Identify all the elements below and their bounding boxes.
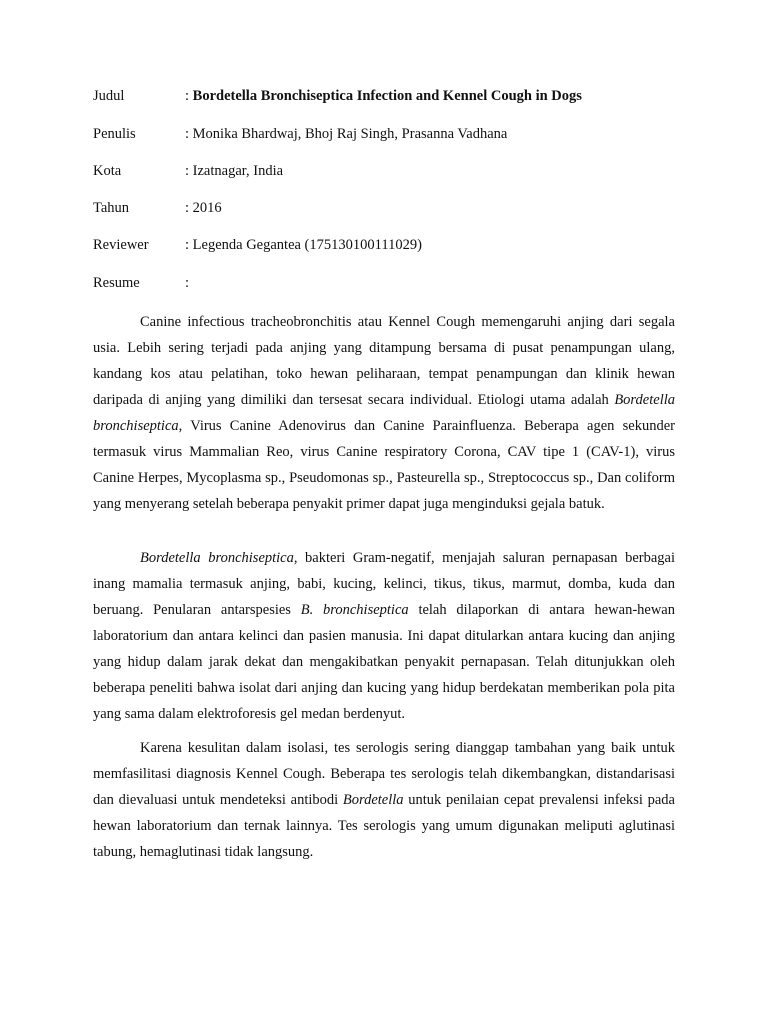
penulis-value: : Monika Bhardwaj, Bhoj Raj Singh, Prasanna Vadhana: [185, 126, 508, 142]
tahun-value: : 2016: [185, 200, 222, 216]
resume-paragraph-3: [93, 735, 675, 865]
p3-seg-0: Karena kesulitan dalam isolasi, tes serologis sering dianggap tambahan yang baik untuk memfasilitasi diagnosis Kennel Cough. Beberapa tes serologis telah dikembangkan, distandarisasi dan dievaluasi untuk mendeteksi antibodi: [93, 740, 675, 808]
p2-seg-1: , bakteri Gram-negatif, menjajah saluran pernapasan berbagai inang mamalia termasuk anjing, babi, kucing, kelinci, tikus, tikus, marmut, domba, kuda dan beruang. Penularan antarspesies: [93, 550, 675, 618]
resume-paragraph-1: [93, 309, 675, 517]
reviewer-label: Reviewer: [93, 237, 149, 253]
kota-value: : Izatnagar, India: [185, 163, 284, 179]
p1-seg-0: Canine infectious tracheobronchitis atau Kennel Cough memengaruhi anjing dari segala usia. Lebih sering terjadi pada anjing yang ditampung bersama di pusat penampungan ulang, kandang kos atau pelatihan, toko hewan peliharaan, tempat penampungan dan klinik hewan daripada di anjing yang dimiliki dan tersesat secara individual. Etiologi utama adalah: [93, 314, 675, 408]
p3-seg-1: Bordetella: [342, 792, 404, 808]
resume-paragraph-2: [93, 545, 675, 727]
reviewer-value: : Legenda Gegantea (175130100111029): [185, 237, 422, 253]
judul-prefix: :: [185, 88, 193, 104]
judul-value: Bordetella Bronchiseptica Infection and Kennel Cough in Dogs: [192, 88, 582, 104]
p2-seg-3: telah dilaporkan di antara hewan-hewan laboratorium dan antara kelinci dan pasien manusia. Ini dapat ditularkan antara kucing dan anjing yang hidup dalam jarak dekat dan mengakibatkan penyakit pernapasan. Telah ditunjukkan oleh beberapa peneliti bahwa isolat dari anjing dan kucing yang hidup berdekatan memberikan pola pita yang sama dalam elektroforesis gel medan berdenyut.: [93, 602, 675, 722]
judul-value-wrapper: [185, 86, 582, 106]
kota-label: Kota: [93, 163, 122, 179]
resume-label: Resume: [93, 275, 140, 291]
p2-seg-0: Bordetella bronchiseptica: [140, 550, 294, 566]
tahun-label: Tahun: [93, 200, 130, 216]
p2-seg-2: B. bronchiseptica: [300, 602, 409, 618]
p1-seg-2: , Virus Canine Adenovirus dan Canine Parainfluenza. Beberapa agen sekunder termasuk virus Mammalian Reo, virus Canine respiratory Corona, CAV tipe 1 (CAV-1), virus Canine Herpes, Mycoplasma sp., Pseudomonas sp., Pasteurella sp., Streptococcus sp., Dan coliform yang menyerang setelah beberapa penyakit primer dapat juga menginduksi gejala batuk.: [93, 418, 675, 512]
judul-label: Judul: [93, 88, 125, 104]
resume-value: :: [185, 275, 190, 291]
p1-seg-1: Bordetella bronchiseptica: [93, 392, 675, 434]
p3-seg-2: untuk penilaian cepat prevalensi infeksi pada hewan laboratorium dan ternak lainnya. Tes serologis yang umum digunakan meliputi aglutinasi tabung, hemaglutinasi tidak langsung.: [93, 792, 675, 860]
penulis-label: Penulis: [93, 126, 136, 142]
